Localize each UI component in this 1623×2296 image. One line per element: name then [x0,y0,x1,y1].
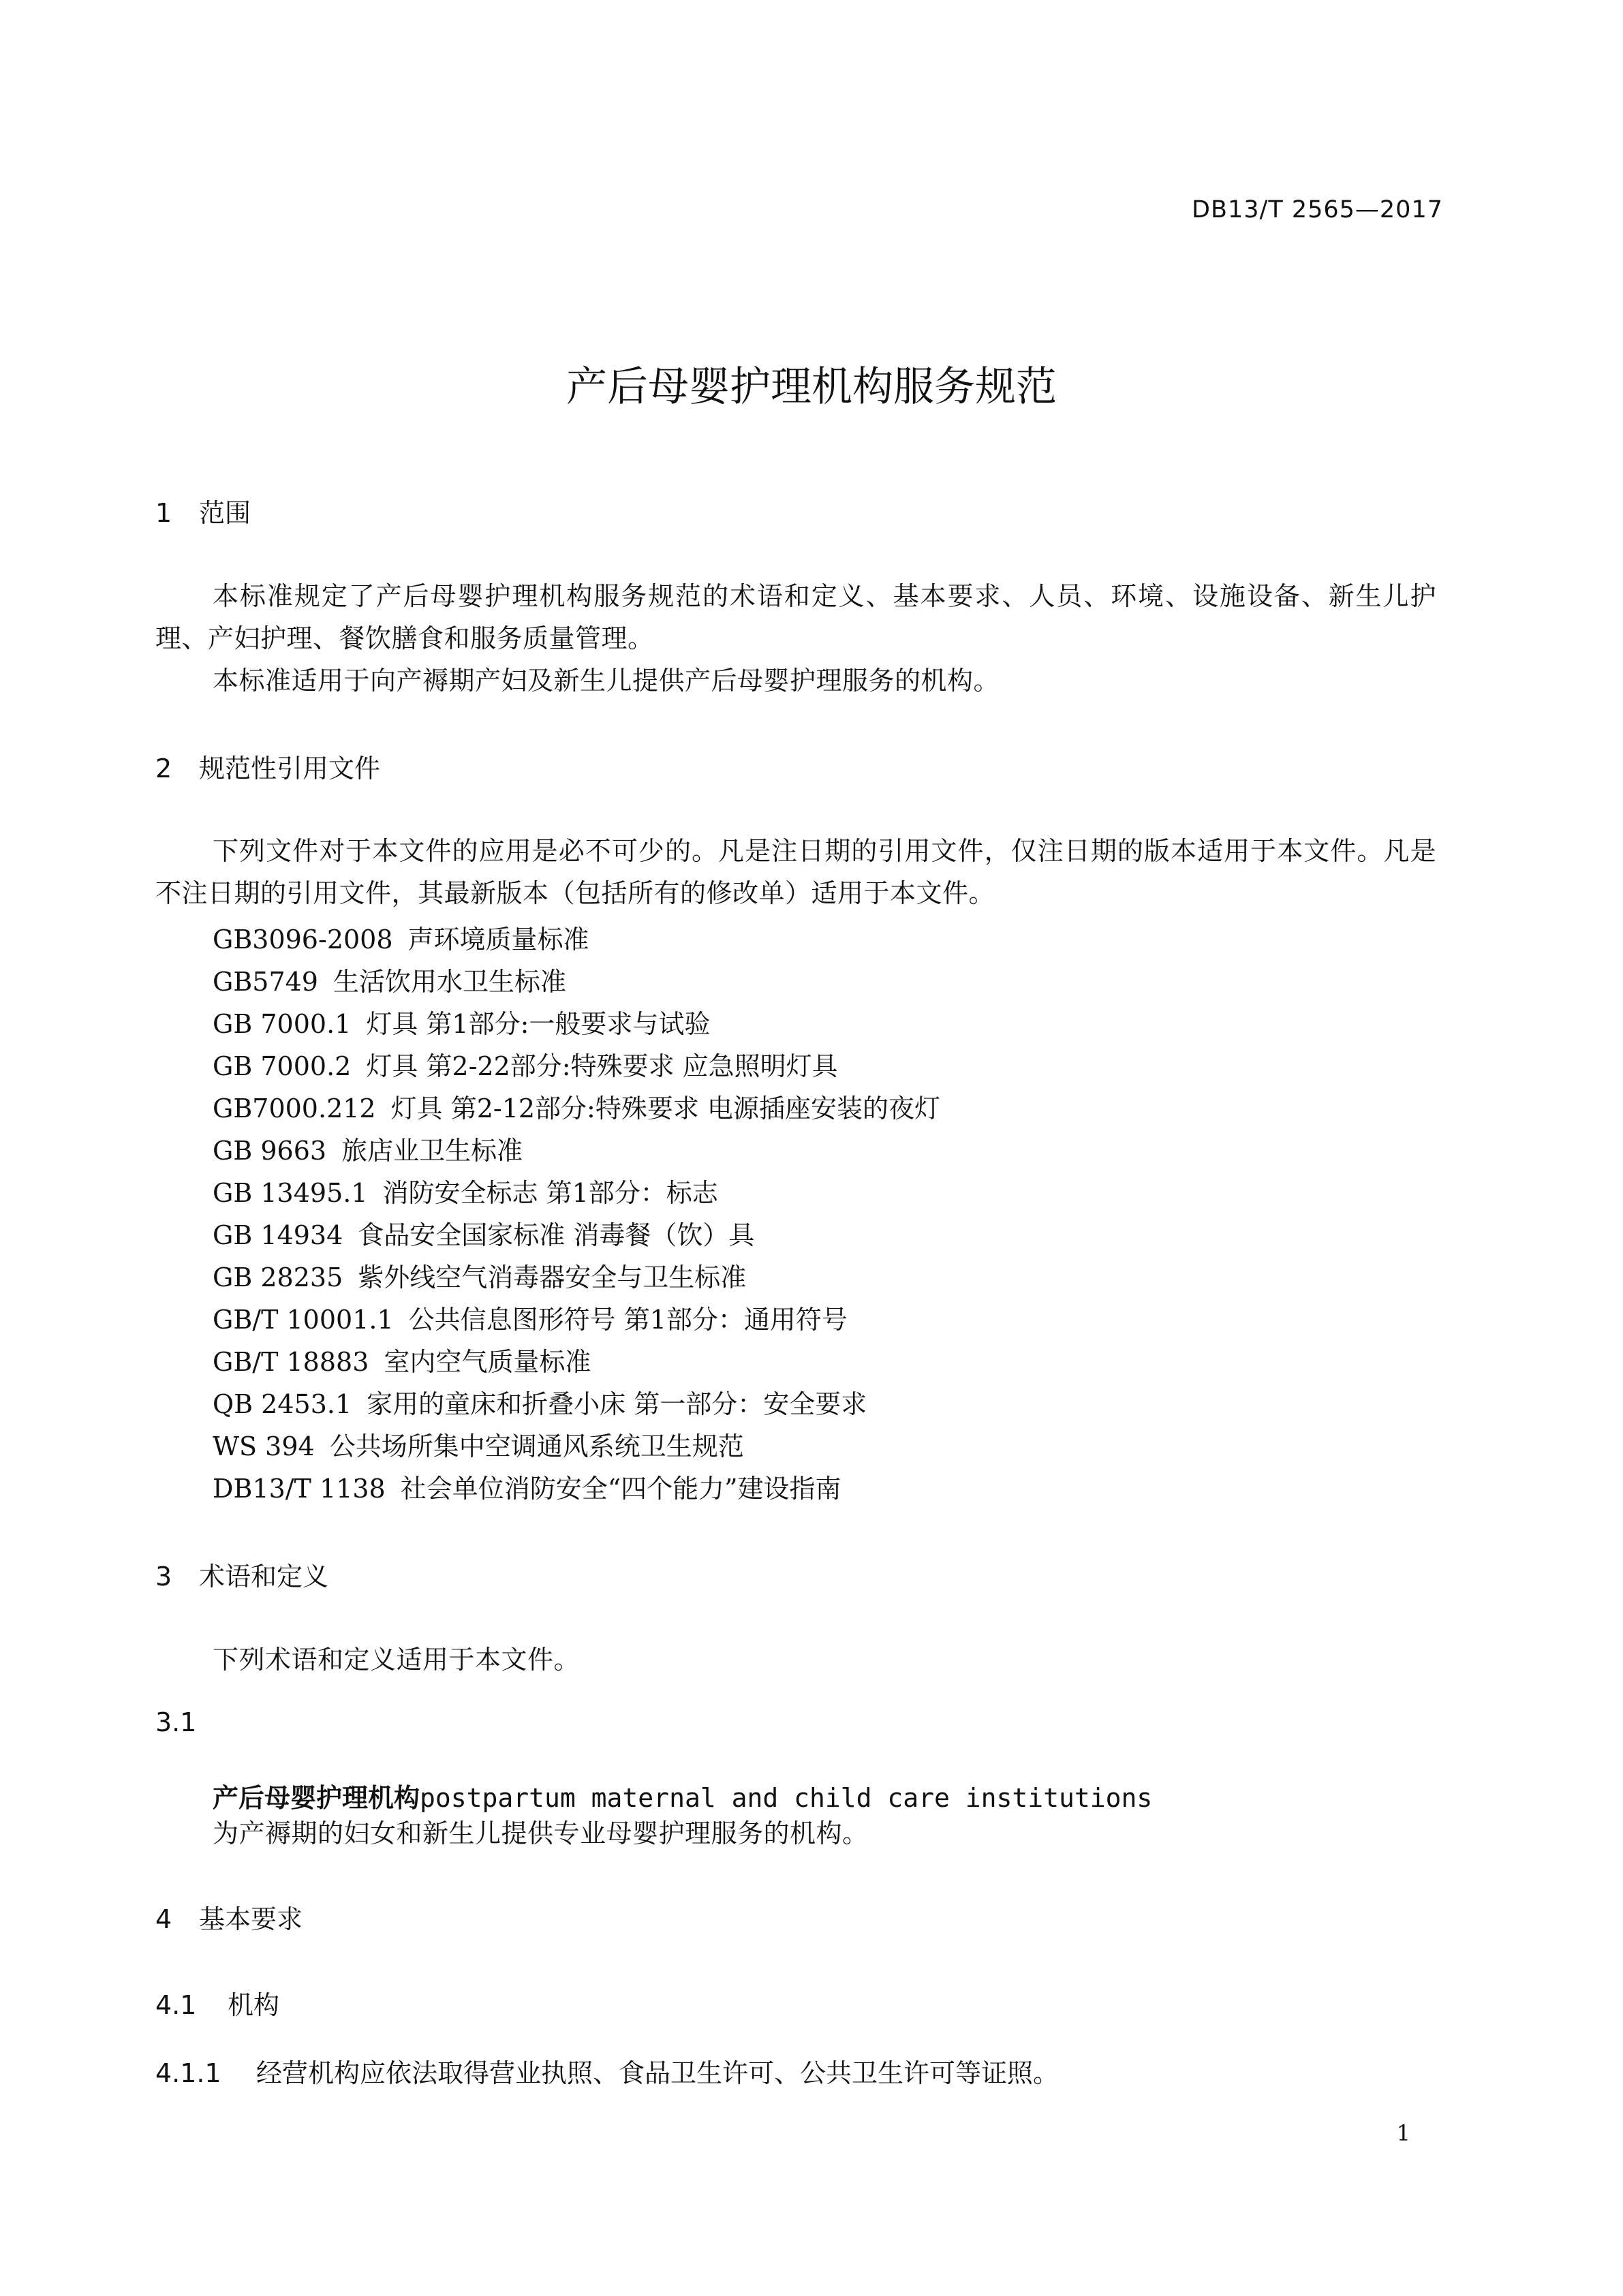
reference-item [213,1172,718,1209]
reference-title: 灯具 第2-22部分:特殊要求 应急照明灯具 [366,1051,838,1081]
reference-code: GB 9663 [213,1136,327,1166]
subsection-title: 机构 [228,1990,280,2020]
reference-title: 紫外线空气消毒器安全与卫生标准 [358,1262,747,1292]
reference-title: 声环境质量标准 [407,925,589,955]
term-heading [213,1777,1152,1814]
reference-code: GB 14934 [213,1220,343,1250]
reference-code: GB 28235 [213,1262,343,1292]
section-title: 术语和定义 [199,1562,329,1592]
clause-number: 4.1.1 [155,2058,221,2088]
section-number: 3 [155,1562,172,1592]
section-2-paragraph-1: 下列文件对于本文件的应用是必不可少的。凡是注日期的引用文件，仅注日期的版本适用于本文件。凡是不注日期的引用文件，其最新版本（包括所有的修改单）适用于本文件。 [155,836,1436,908]
reference-title: 灯具 第1部分:一般要求与试验 [366,1009,711,1039]
section-4-heading [155,1898,303,1936]
reference-title: 旅店业卫生标准 [341,1136,523,1166]
reference-code: GB 7000.2 [213,1051,352,1081]
reference-code: GB/T 18883 [213,1347,369,1377]
section-number: 2 [155,754,172,784]
document-title: 产后母婴护理机构服务规范 [566,363,1057,411]
reference-code: GB 13495.1 [213,1178,368,1208]
reference-title: 公共信息图形符号 第1部分：通用符号 [408,1305,848,1335]
reference-title: 公共场所集中空调通风系统卫生规范 [329,1431,744,1461]
term-chinese: 产后母婴护理机构 [213,1783,420,1813]
reference-code: GB5749 [213,967,318,997]
reference-item [213,1214,754,1252]
term-english: postpartum maternal and child care institutions [420,1783,1153,1813]
reference-title: 生活饮用水卫生标准 [333,967,567,997]
reference-code: GB/T 10001.1 [213,1305,394,1335]
reference-code: DB13/T 1138 [213,1474,386,1504]
page-number: 1 [1396,2120,1410,2146]
reference-item [213,918,589,956]
reference-code: GB3096-2008 [213,925,393,955]
clause-text: 经营机构应依法取得营业执照、食品卫生许可、公共卫生许可等证照。 [256,2058,1060,2088]
reference-code: QB 2453.1 [213,1389,352,1419]
reference-item [213,1299,848,1336]
reference-item [213,1003,710,1040]
section-3-paragraph-1: 下列术语和定义适用于本文件。 [213,1645,581,1675]
reference-item [213,1341,591,1378]
section-1-paragraph-2: 本标准适用于向产褥期产妇及新生儿提供产后母婴护理服务的机构。 [213,666,1000,696]
reference-title: 室内空气质量标准 [384,1347,591,1377]
reference-title: 消防安全标志 第1部分：标志 [382,1178,718,1208]
reference-item [213,1383,867,1421]
reference-item [213,1468,841,1505]
section-3-heading [155,1555,328,1593]
reference-item [213,1087,940,1125]
clause-4-1-1 [155,2052,1059,2090]
reference-item [213,1045,838,1083]
section-title: 规范性引用文件 [199,754,381,784]
reference-code: WS 394 [213,1431,315,1461]
reference-code: GB7000.212 [213,1093,376,1123]
document-code: DB13/T 2565—2017 [1192,196,1443,223]
section-1-paragraph-1: 本标准规定了产后母婴护理机构服务规范的术语和定义、基本要求、人员、环境、设施设备、新生儿护理、产妇护理、餐饮膳食和服务质量管理。 [155,581,1436,653]
reference-title: 灯具 第2-12部分:特殊要求 电源插座安装的夜灯 [390,1093,940,1123]
reference-item [213,1130,523,1167]
section-title: 范围 [199,498,251,528]
section-1-heading [155,492,251,529]
term-definition: 为产褥期的妇女和新生儿提供专业母婴护理服务的机构。 [213,1818,869,1848]
reference-title: 社会单位消防安全“四个能力”建设指南 [400,1474,841,1504]
reference-title: 家用的童床和折叠小床 第一部分：安全要求 [367,1389,867,1419]
reference-item [213,1425,744,1463]
reference-item [213,1256,746,1294]
section-title: 基本要求 [199,1904,303,1934]
section-number: 4 [155,1904,172,1934]
subsection-number: 4.1 [155,1990,197,2020]
subsection-4-1-heading [155,1984,279,2021]
section-number: 1 [155,498,172,528]
reference-item [213,961,566,998]
reference-title: 食品安全国家标准 消毒餐（饮）具 [358,1220,755,1250]
term-number: 3.1 [155,1707,197,1737]
reference-code: GB 7000.1 [213,1009,352,1039]
section-2-heading [155,747,380,785]
